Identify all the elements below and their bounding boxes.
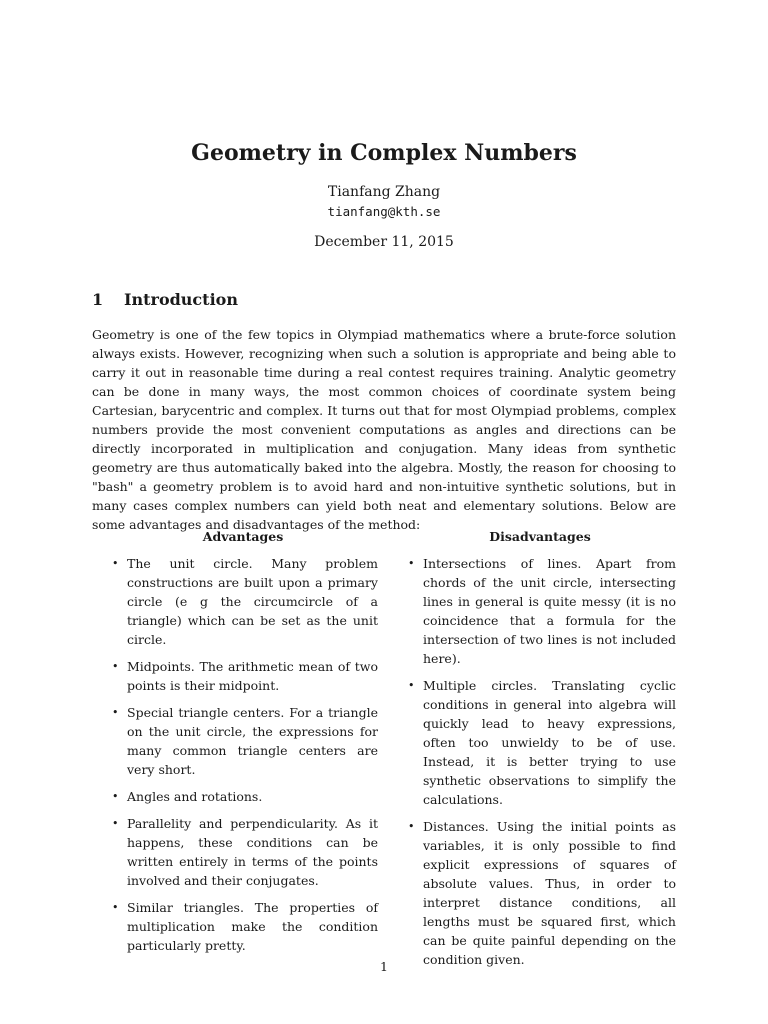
advantage-text: Special triangle centers. For a triangle on the unit circle, the expressions for many common triangle centers are very short.	[127, 705, 378, 777]
advantage-item	[108, 554, 378, 649]
advantage-text: Similar triangles. The properties of multiplication make the condition particularly pretty.	[127, 900, 378, 953]
advantage-text: Midpoints. The arithmetic mean of two points is their midpoint.	[127, 659, 378, 693]
disadvantage-text: Distances. Using the initial points as variables, it is only possible to find explicit expressions of squares of absolute values. Thus, in order to interpret distance conditions, all lengths must be squared first, which can be quite painful depending on the condition given.	[423, 819, 676, 967]
advantage-text: Parallelity and perpendicularity. As it happens, these conditions can be written entirely in terms of the points involved and their conjugates.	[127, 816, 378, 888]
disadvantages-heading: Disadvantages	[489, 529, 591, 544]
section-number: 1	[92, 290, 104, 309]
disadvantage-item	[404, 676, 676, 809]
advantage-text: The unit circle. Many problem constructions are built upon a primary circle (e g the circumcircle of a triangle) which can be set as the unit circle.	[127, 556, 378, 647]
section-heading	[92, 289, 238, 311]
bullet-icon: •	[408, 820, 415, 833]
advantage-item	[108, 657, 378, 695]
author-name: Tianfang Zhang	[327, 184, 441, 200]
disadvantage-text: Multiple circles. Translating cyclic conditions in general into algebra will quickly lead to heavy expressions, often too unwieldy to be of use. Instead, it is better trying to use synthetic observations to simplify the calculations.	[423, 678, 676, 807]
advantage-item	[108, 814, 378, 890]
paper-title: Geometry in Complex Numbers	[191, 140, 577, 166]
bullet-icon: •	[408, 557, 415, 570]
bullet-icon: •	[112, 817, 119, 830]
disadvantage-text: Intersections of lines. Apart from chords of the unit circle, intersecting lines in general is quite messy (it is no coincidence that a formula for the intersection of two lines is not included here).	[423, 556, 676, 666]
disadvantage-item	[404, 817, 676, 969]
section-title: Introduction	[124, 290, 238, 309]
paper-date: December 11, 2015	[314, 234, 454, 250]
bullet-icon: •	[112, 706, 119, 719]
bullet-icon: •	[112, 790, 119, 803]
advantages-column	[108, 528, 378, 963]
author-email: tianfang@kth.se	[327, 204, 441, 219]
advantages-heading: Advantages	[202, 529, 284, 544]
advantage-item	[108, 898, 378, 955]
advantages-list	[108, 554, 378, 955]
intro-paragraph: Geometry is one of the few topics in Olympiad mathematics where a brute-force solution always exists. However, recognizing when such a solution is appropriate and being able to carry it out in reasonable time during a real contest requires training. Analytic geometry can be done in many ways, the most common choices of coordinate system being Cartesian, barycentric and complex. It turns out that for most Olympiad problems, complex numbers provide the most convenient computations as angles and directions can be directly incorporated in multiplication and conjugation. Many ideas from synthetic geometry are thus automatically baked into the algebra. Mostly, the reason for choosing to "bash" a geometry problem is to avoid hard and non-intuitive synthetic solutions, but in many cases complex numbers can yield both neat and elementary solutions. Below are some advantages and disadvantages of the method:	[92, 327, 676, 532]
bullet-icon: •	[112, 901, 119, 914]
bullet-icon: •	[408, 679, 415, 692]
page-number: 1	[380, 959, 388, 974]
advantage-text: Angles and rotations.	[127, 789, 263, 804]
advantage-item	[108, 703, 378, 779]
disadvantage-item	[404, 554, 676, 668]
disadvantages-column	[404, 528, 676, 977]
advantage-item	[108, 787, 378, 806]
bullet-icon: •	[112, 557, 119, 570]
disadvantages-list	[404, 554, 676, 969]
bullet-icon: •	[112, 660, 119, 673]
